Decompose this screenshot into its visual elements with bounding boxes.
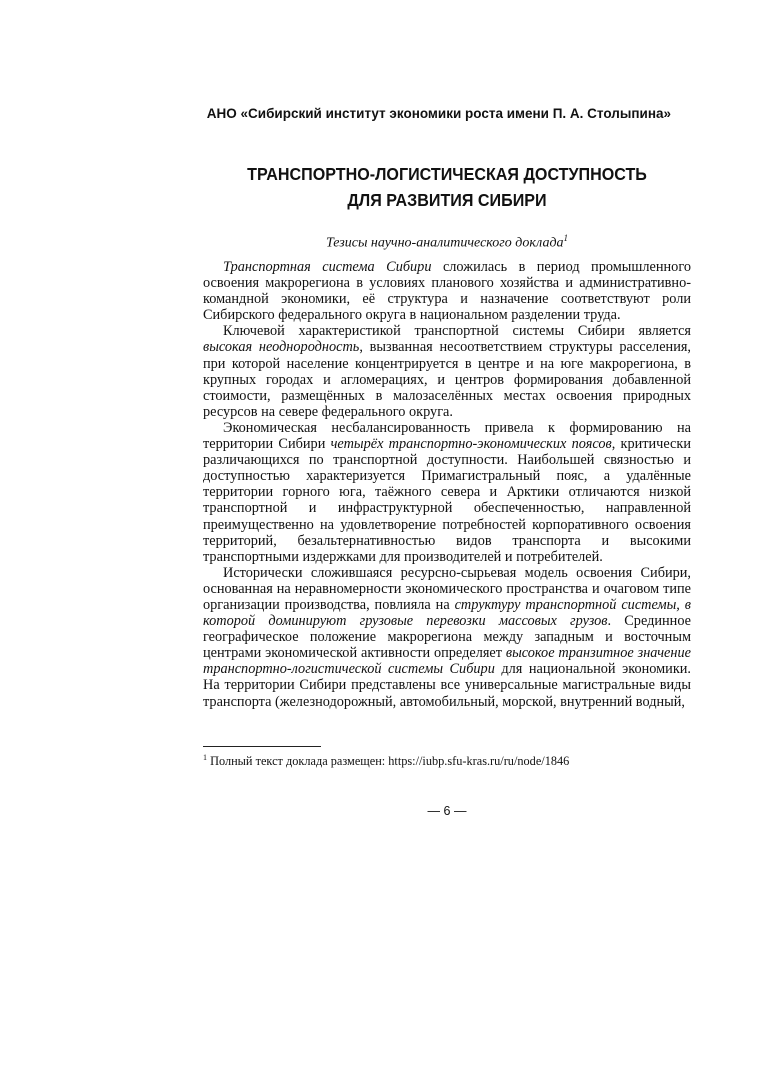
- emphasis: структуру транспортной системы, в которой доминируют грузовые перевозки массовых грузов: [203, 596, 691, 630]
- page-title: [220, 161, 674, 213]
- subtitle-text: Тезисы научно-аналитического доклада: [325, 235, 564, 251]
- paragraph-3: [203, 420, 691, 565]
- paragraph-2: [203, 323, 691, 420]
- paragraph-text: . Срединное географическое положение макрорегиона между западным и восточным центрами экономической активности определяет: [203, 613, 692, 662]
- emphasis: высокая неоднородность: [203, 339, 360, 356]
- emphasis: четырёх транспортно-экономических поясов: [330, 436, 612, 453]
- footnote-text[interactable]: Полный текст доклада размещен: https://iubp.sfu-kras.ru/ru/node/1846: [207, 754, 570, 769]
- footnote-mark: 1: [203, 753, 207, 762]
- title-line-1: ТРАНСПОРТНО-ЛОГИСТИЧЕСКАЯ ДОСТУПНОСТЬ: [247, 164, 647, 184]
- footnote-reference[interactable]: 1: [563, 233, 569, 243]
- emphasis: Транспортная система Сибири: [223, 259, 432, 275]
- paragraph-text: для национальной экономики. На территории Сибири представлены все универсальные магистральные виды транспорта (железнодорожный, автомобильный, морской, внутренний водный,: [203, 661, 691, 710]
- emphasis: высокое транзитное значение транспортно-логистической системы Сибири: [203, 645, 691, 678]
- page-number: — 6 —: [427, 804, 467, 818]
- paragraph-text: Экономическая несбалансированность привела к формированию на территории Сибири: [203, 419, 691, 453]
- footnote-divider: [203, 746, 321, 747]
- paragraph-text: Исторически сложившаяся ресурсно-сырьевая модель освоения Сибири, основанная на неравномерности экономического пространства и очаговом типе организации производства, повлияла на: [203, 564, 691, 613]
- paragraph-text: , критически различающихся по транспортной доступности. Наибольшей связностью и доступностью характеризуется Примагистральный пояс, а удалённые территории горного юга, таёжного севера и Арктики отличаются низкой транспортной и инфраструктурной обеспеченностью, направленной преимущественно на удовлетворение потребностей корпоративного освоения территорий, безальтернативностью видов транспорта и высокими транспортными издержками для производителей и потребителей.: [203, 436, 691, 565]
- paragraph-text: Ключевой характеристикой транспортной системы Сибири является: [223, 323, 691, 340]
- paragraph-text: , вызванная несоответствием структуры расселения, при которой население концентрируется в центре и на юге макрорегиона, в крупных городах и агломерациях, и центров формирования добавленной стоимости, размещённых в малозаселённых местах освоения природных ресурсов на севере федерального округа.: [203, 339, 691, 420]
- subtitle: [200, 233, 694, 252]
- paragraph-text: сложилась в период промышленного освоения макрорегиона в условиях планового хозяйства и административно-командной экономики, её структура и назначение соответствуют роли Сибирского федерального округа в национальном разделении труда.: [203, 259, 691, 324]
- body-text: [203, 259, 691, 710]
- paragraph-4: [203, 565, 691, 710]
- footnote: [203, 753, 691, 769]
- paragraph-1: [203, 259, 691, 323]
- running-header: АНО «Сибирский институт экономики роста имени П. А. Столыпина»: [206, 106, 671, 121]
- title-line-2: ДЛЯ РАЗВИТИЯ СИБИРИ: [347, 190, 547, 210]
